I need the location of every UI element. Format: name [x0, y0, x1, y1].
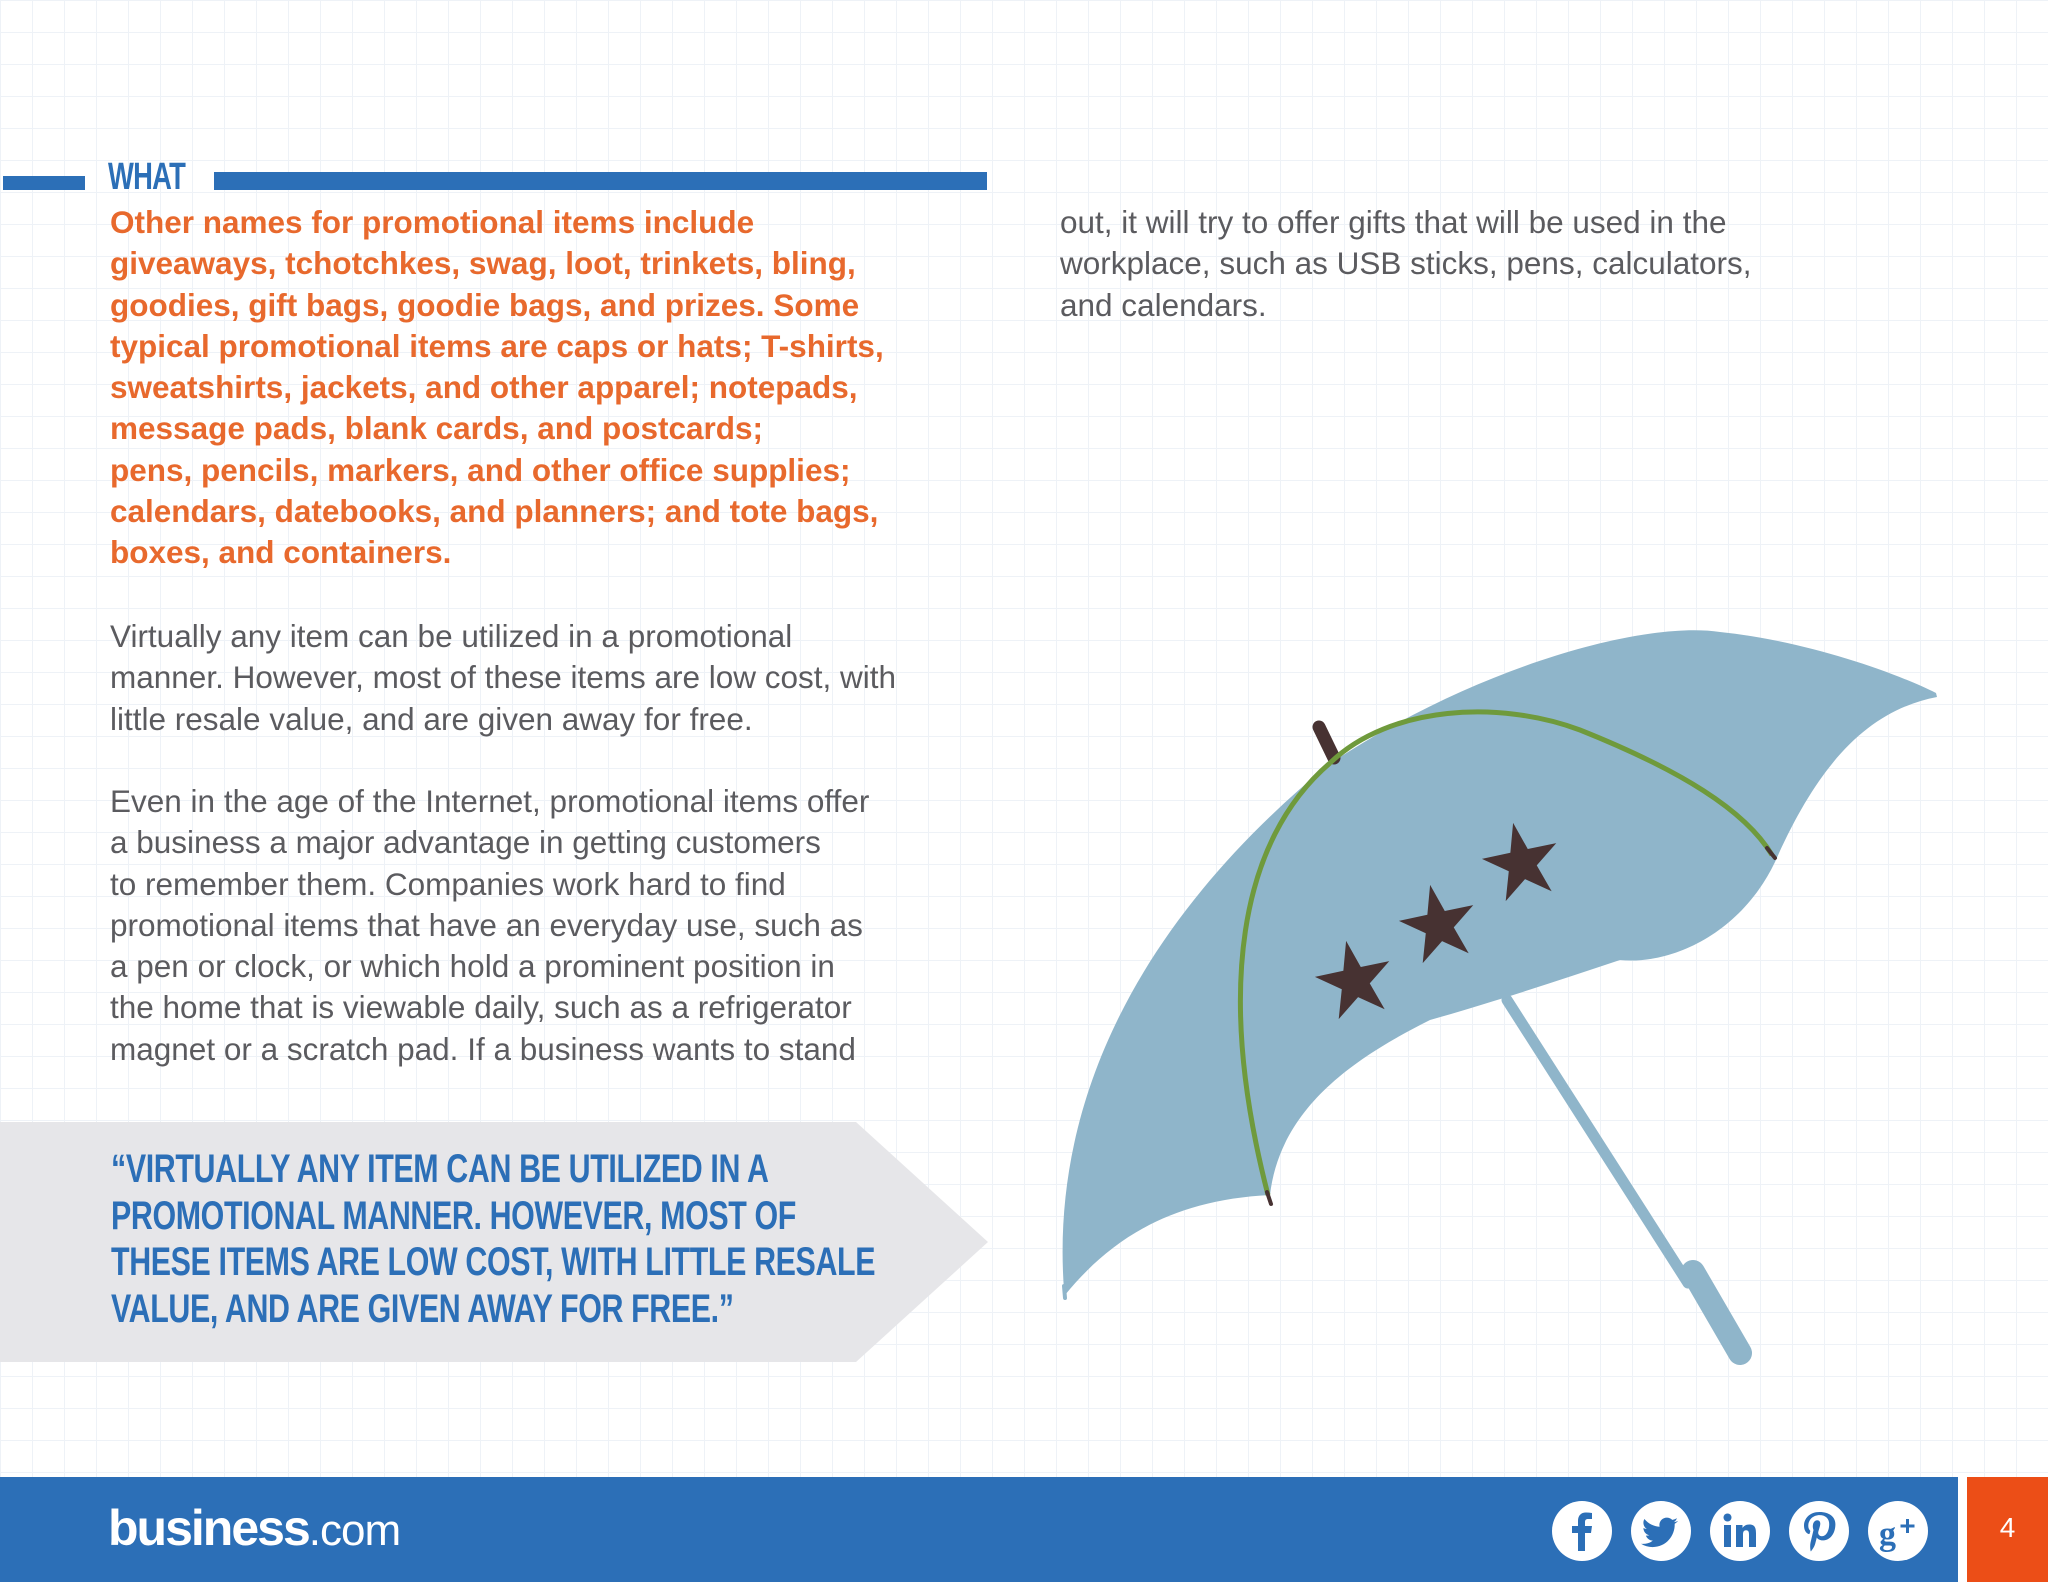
- body-line: a pen or clock, or which hold a prominent position in: [110, 948, 835, 985]
- umbrella-illustration: [1040, 600, 2000, 1400]
- page-number: 4: [1999, 1512, 2016, 1543]
- body-line: out, it will try to offer gifts that will be used in the: [1060, 204, 1727, 240]
- facebook-icon[interactable]: [1552, 1501, 1612, 1561]
- umbrella-grip: [1693, 1272, 1740, 1353]
- pull-quote: [0, 1122, 988, 1362]
- lead-line: typical promotional items are caps or hats; T-shirts,: [110, 327, 884, 364]
- body-line: to remember them. Companies work hard to find: [110, 865, 786, 902]
- quote-line: THESE ITEMS ARE LOW COST, WITH LITTLE RESALE: [111, 1240, 876, 1284]
- umbrella-canopy: [1063, 630, 1937, 1295]
- lead-paragraph: [110, 202, 990, 574]
- twitter-icon[interactable]: [1631, 1501, 1691, 1561]
- quote-line: PROMOTIONAL MANNER. HOWEVER, MOST OF: [111, 1193, 796, 1238]
- lead-line: goodies, gift bags, goodie bags, and prizes. Some: [110, 286, 860, 323]
- body-line: little resale value, and are given away for free.: [110, 700, 753, 737]
- quote-line: VALUE, AND ARE GIVEN AWAY FOR FREE.”: [111, 1286, 734, 1331]
- linkedin-icon[interactable]: [1710, 1501, 1770, 1561]
- body-line: workplace, such as USB sticks, pens, calculators,: [1060, 245, 1752, 282]
- body-paragraph-1: [110, 616, 990, 740]
- business-com-logo[interactable]: [108, 1499, 400, 1560]
- body-line: manner. However, most of these items are low cost, with: [110, 659, 897, 696]
- footer-divider: [1958, 1477, 1967, 1582]
- umbrella-tip: [1319, 727, 1334, 758]
- logo-tld: .com: [308, 1506, 401, 1555]
- logo-wordmark: business: [108, 1500, 309, 1556]
- body-line: magnet or a scratch pad. If a business wants to stand: [110, 1030, 856, 1067]
- canopy-edge-tip: [1064, 1286, 1065, 1298]
- lead-line: giveaways, tchotchkes, swag, loot, trinkets, bling,: [110, 245, 856, 282]
- body-line: a business a major advantage in getting customers: [110, 824, 821, 861]
- quote-line: “VIRTUALLY ANY ITEM CAN BE UTILIZED IN A: [111, 1147, 769, 1191]
- section-label: WHAT: [108, 156, 186, 198]
- body-paragraph-2: [110, 781, 990, 1070]
- body-line: the home that is viewable daily, such as a refrigerator: [110, 989, 852, 1026]
- lead-line: sweatshirts, jackets, and other apparel; notepads,: [110, 369, 858, 406]
- section-rule-left: [3, 176, 85, 190]
- lead-line: Other names for promotional items include: [110, 204, 755, 240]
- lead-line: pens, pencils, markers, and other office supplies;: [110, 451, 851, 488]
- umbrella-shaft: [1507, 1000, 1688, 1283]
- body-paragraph-3: [1060, 202, 1940, 326]
- lead-line: calendars, datebooks, and planners; and tote bags,: [110, 493, 879, 530]
- svg-text:g: g: [1879, 1516, 1896, 1553]
- footer-bar: [0, 1477, 2048, 1582]
- google-plus-icon[interactable]: [1868, 1501, 1928, 1561]
- lead-line: message pads, blank cards, and postcards;: [110, 410, 763, 447]
- page-number-box: [1967, 1477, 2048, 1582]
- lead-line: boxes, and containers.: [110, 534, 452, 571]
- body-line: promotional items that have an everyday use, such as: [110, 906, 863, 943]
- rib-tip-left: [1267, 1192, 1271, 1204]
- body-line: and calendars.: [1060, 286, 1267, 323]
- pinterest-icon[interactable]: [1789, 1501, 1849, 1561]
- section-rule-right: [214, 172, 987, 190]
- body-line: Virtually any item can be utilized in a promotional: [110, 618, 793, 654]
- pull-quote-text: [111, 1146, 876, 1332]
- body-line: Even in the age of the Internet, promotional items offer: [110, 783, 870, 819]
